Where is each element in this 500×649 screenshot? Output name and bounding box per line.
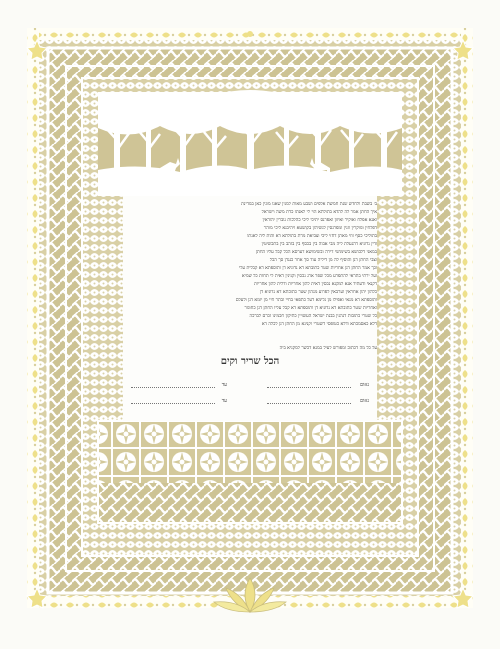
groom-signature-line (267, 387, 351, 388)
groom-signature-line-2 (267, 403, 351, 404)
crown-icon (247, 31, 253, 37)
text-line: ב׳ בשבת ולחדש שנת חמשת אלפים ושבע מאות למנין שאנו מונין כאן במדינת (241, 202, 377, 207)
text-line: בתוליכי כסף זוזי מאתן דחזי ליכי וצביאת מרת בתולתא דא והות ליה לאנתו (247, 234, 377, 239)
text-line: במאני דלבושא בשימושי דירה ובשימושא דערסא הכל קבל עליו החתן (255, 250, 377, 255)
text-line: ותוספתא דא מנאי ואפילו מן גלימא דעל כתפאי בחיי ובתר חיי מן יומא דנן ולעלם (235, 298, 377, 303)
text-line: ועל ירתי בתראי להתפרע מכל שפר ארג נכסין וקנינין דאית לי תחות כל שמיא (241, 274, 377, 279)
text-line: דלא כאסמכתא ודלא כטופסי דשטרי וקנינא מן החתן דנן לכלה דא (261, 322, 377, 327)
groom-label-2: נאום (359, 398, 369, 404)
right-leaf-band (461, 28, 473, 608)
witness-label: עד (221, 382, 227, 388)
left-leaf-band (27, 28, 39, 608)
witness-signature-line-2 (131, 403, 215, 404)
text-line: דפלחין ומוקרין וזנין ומפרנסין לנשיהון בקושטא ויהיבנא ליכי מוהר (263, 226, 377, 231)
text-line: ודין נדוניא דהנעלת ליה מבי אבוה בין בכסף בין בזהב בין בתכשיטין (261, 242, 377, 247)
groom-label: נאום (359, 382, 369, 388)
text-line: איך החתן אמר לה להדא בתולתא הוי לי לאנתו כדת משה וישראל (261, 210, 377, 215)
declaration-title: הכל שריר וקים (220, 356, 280, 367)
text-line: כלהון יהון אחראין וערבאין לפרוע מנהון שטר כתובתא דא נדוניא דן (259, 290, 377, 295)
text-line: כל שטרי כתובות דנהגין בבנת ישראל העשויין כתיקון חכמינו זכרם לברכה (249, 314, 377, 319)
text-line: וצבי החתן דנן והוסיף לה מן דיליה עוד סך אחר כנגדן סך הכל (269, 258, 377, 263)
left-panel (98, 196, 123, 421)
witness-signature-line (131, 387, 215, 388)
text-line: ואנא אפלח ואוקיר ואיזון ואפרנס יתיכי ליכי כהלכות גוברין יהודאין (262, 218, 377, 223)
witness-label-2: עד (221, 398, 227, 404)
text-line: וכך אמר החתן דנן אחריות שטר כתובתא דא נדוניא דן ותוספתא דא קבלית עלי (239, 266, 377, 271)
text-line: על כל מה דכתוב ומפורש לעיל במנא דכשר למקניא ביה (279, 346, 377, 351)
ketubah-text-panel (123, 196, 377, 421)
medallion-panel (98, 421, 402, 483)
right-panel (377, 196, 402, 421)
text-line: ואחריות שטר כתובתא דא נדוניא דן ותוספתא דא קבל עליו החתן דנן כחומר (244, 306, 377, 311)
text-line: דקנאי ודעתיד אנא למקנא נכסין דאית להון אחריות ודלית להון אחריות (254, 282, 377, 287)
